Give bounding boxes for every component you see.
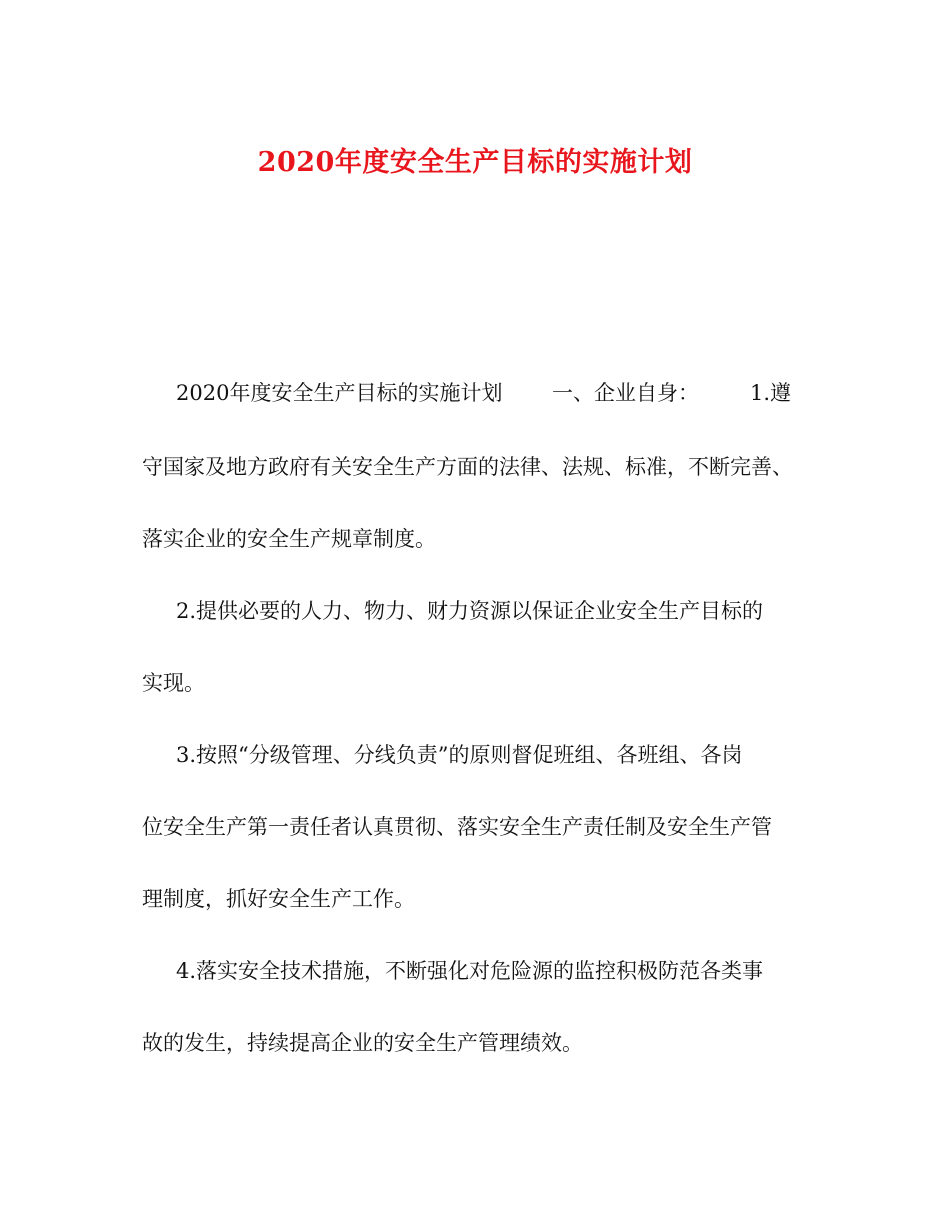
paragraph-line: 3.按照“分级管理、分线负责”的原则督促班组、各班组、各岗: [176, 743, 743, 767]
item-1-start: 1.遵: [750, 381, 792, 405]
intro-line: [176, 378, 826, 408]
paragraph-line: 位安全生产第一责任者认真贯彻、落实安全生产责任制及安全生产管: [142, 815, 772, 839]
paragraph-line: 故的发生，持续提高企业的安全生产管理绩效。: [142, 1031, 583, 1055]
intro-heading: 2020年度安全生产目标的实施计划: [176, 381, 503, 405]
section-heading: 一、企业自身：: [552, 381, 699, 405]
paragraph-line: 实现。: [142, 671, 205, 695]
paragraph-line: 4.落实安全技术措施，不断强化对危险源的监控积极防范各类事: [176, 959, 764, 983]
paragraph-line: 理制度，抓好安全生产工作。: [142, 887, 415, 911]
paragraph-line: 落实企业的安全生产规章制度。: [142, 527, 436, 551]
paragraph-line: 守国家及地方政府有关安全生产方面的法律、法规、标准，不断完善、: [142, 455, 793, 479]
paragraph-line: 2.提供必要的人力、物力、财力资源以保证企业安全生产目标的: [176, 599, 764, 623]
document-title: 2020年度安全生产目标的实施计划: [257, 147, 693, 178]
